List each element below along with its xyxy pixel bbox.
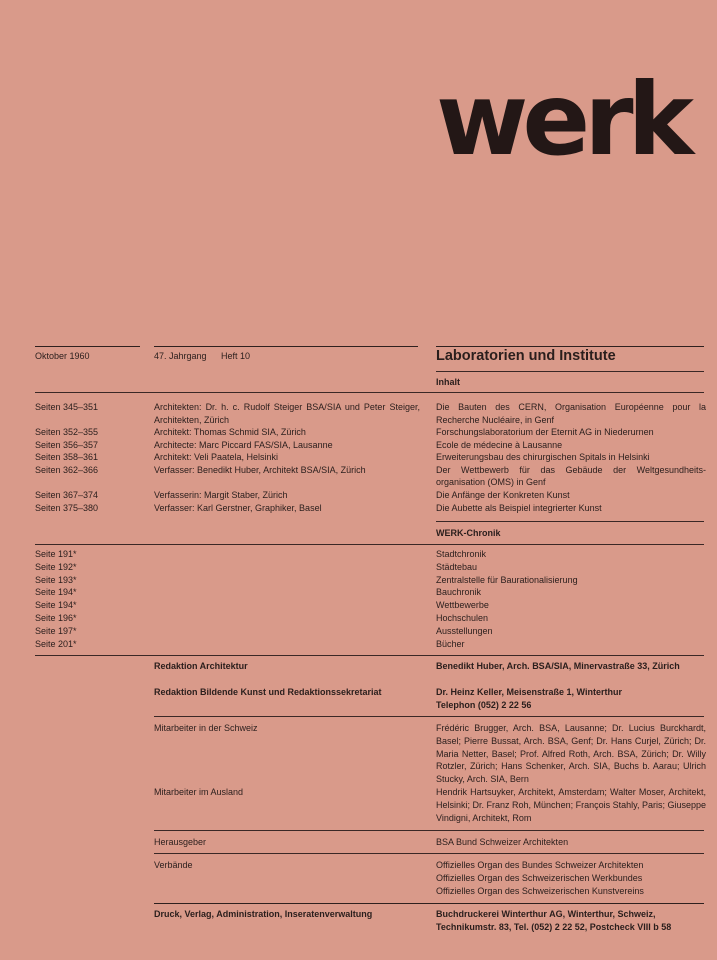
issue-title: Laboratorien und Institute bbox=[436, 348, 616, 364]
associations-list bbox=[436, 859, 644, 897]
article-title: Erweiterungsbau des chirurgischen Spitals in Helsinki bbox=[436, 452, 650, 462]
chronik-item: Hochschulen bbox=[436, 612, 489, 623]
chronik-pages bbox=[35, 548, 77, 650]
associations-label: Verbände bbox=[154, 860, 193, 870]
page-ref: Seiten 356–357 bbox=[35, 439, 99, 450]
contents-heading: Inhalt bbox=[436, 377, 460, 387]
article-title: Die Aubette als Beispiel integrierter Kunst bbox=[436, 502, 602, 513]
article-title: Der Wettbewerb für das Gebäude der Weltgesundheits-organisation (OMS) in Genf bbox=[436, 464, 706, 488]
chronik-page: Seite 197* bbox=[35, 625, 77, 636]
arch-editor-value: Benedikt Huber, Arch. BSA/SIA, Minervastraße 33, Zürich bbox=[436, 661, 680, 671]
volume: 47. Jahrgang bbox=[154, 351, 207, 361]
chronik-item: Zentralstelle für Baurationalisierung bbox=[436, 574, 578, 585]
printer-contact: Technikumstr. 83, Tel. (052) 2 22 52, Postcheck VIII b 58 bbox=[436, 921, 672, 932]
swiss-contributors: Frédéric Brugger, Arch. BSA, Lausanne; Dr. Lucius Burckhardt, Basel; Pierre Bussat, Arch. BSA, Genf; Dr. Hans Curjel, Zürich; Dr. Maria Netter, Basel; Prof. Alfred Roth, Arch. BSA, Zürich; Dr. Willy Rotzler, Zürich; Hans Schenker, Arch. SIA, Buchs b. Aarau; Ulrich Stucky, Arch. SIA, Bern bbox=[436, 723, 706, 785]
divider bbox=[35, 544, 704, 545]
divider bbox=[436, 521, 704, 522]
association-item: Offizielles Organ des Bundes Schweizer Architekten bbox=[436, 860, 644, 870]
chronik-page: Seite 196* bbox=[35, 612, 77, 623]
chronik-item: Wettbewerbe bbox=[436, 600, 489, 611]
art-editor-label: Redaktion Bildende Kunst und Redaktionssekretariat bbox=[154, 687, 382, 697]
swiss-contributors-label: Mitarbeiter in der Schweiz bbox=[154, 723, 258, 733]
page-ref: Seiten 362–366 bbox=[35, 464, 99, 475]
page-ref: Seiten 352–355 bbox=[35, 427, 99, 437]
article-title: Die Bauten des CERN, Organisation Européenne pour la Recherche Nucléaire, in Genf bbox=[436, 402, 706, 425]
publisher-label: Herausgeber bbox=[154, 837, 207, 847]
association-item: Offizielles Organ des Schweizerischen Werkbundes bbox=[436, 872, 643, 883]
arch-editor-label: Redaktion Architektur bbox=[154, 661, 248, 671]
chronik-page: Seite 193* bbox=[35, 574, 77, 585]
divider bbox=[154, 853, 704, 854]
article-title: Forschungslaboratorium der Eternit AG in Niederurnen bbox=[436, 427, 654, 437]
article-title: Ecole de médecine à Lausanne bbox=[436, 439, 563, 450]
association-item: Offizielles Organ des Schweizerischen Kunstvereins bbox=[436, 885, 644, 896]
divider bbox=[35, 392, 704, 393]
page-ref: Seiten 367–374 bbox=[35, 490, 99, 500]
chronik-items bbox=[436, 548, 578, 650]
chronik-page: Seite 201* bbox=[35, 638, 77, 649]
author-credit: Architekt: Veli Paatela, Helsinki bbox=[154, 452, 279, 462]
chronik-page: Seite 191* bbox=[35, 549, 77, 559]
chronik-page: Seite 194* bbox=[35, 587, 77, 598]
page-ref: Seiten 345–351 bbox=[35, 402, 99, 412]
divider bbox=[35, 655, 704, 656]
issue-number: Heft 10 bbox=[221, 351, 251, 361]
divider bbox=[154, 716, 704, 717]
divider bbox=[436, 371, 704, 372]
author-credit: Architekten: Dr. h. c. Rudolf Steiger BSA/SIA und Peter Steiger, Architekten, Zürich bbox=[154, 402, 420, 425]
author-credit: Architecte: Marc Piccard FAS/SIA, Lausanne bbox=[154, 439, 333, 450]
header-rule bbox=[154, 346, 418, 347]
author-credit: Verfasser: Karl Gerstner, Graphiker, Basel bbox=[154, 502, 322, 513]
art-editor-phone: Telephon (052) 2 22 56 bbox=[436, 699, 532, 710]
chronik-page: Seite 194* bbox=[35, 600, 77, 611]
author-credit: Verfasserin: Margit Staber, Zürich bbox=[154, 490, 288, 500]
page-ref: Seiten 358–361 bbox=[35, 452, 99, 462]
author-credit: Architekt: Thomas Schmid SIA, Zürich bbox=[154, 427, 306, 437]
chronik-item: Bauchronik bbox=[436, 587, 482, 598]
divider bbox=[154, 903, 704, 904]
printing-label: Druck, Verlag, Administration, Inseratenverwaltung bbox=[154, 909, 373, 919]
page-ref: Seiten 375–380 bbox=[35, 502, 99, 513]
chronik-item: Stadtchronik bbox=[436, 549, 487, 559]
article-title: Die Anfänge der Konkreten Kunst bbox=[436, 490, 570, 500]
art-editor-address: Dr. Heinz Keller, Meisenstraße 1, Winterthur bbox=[436, 687, 622, 697]
chronik-item: Ausstellungen bbox=[436, 625, 493, 636]
chronik-item: Bücher bbox=[436, 638, 465, 649]
header-rule bbox=[35, 346, 140, 347]
foreign-contributors: Hendrik Hartsuyker, Architekt, Amsterdam; Walter Moser, Architekt, Helsinki; Dr. Franz Roh, München; François Stahly, Paris; Giuseppe Vindigni, Architekt, Rom bbox=[436, 787, 706, 823]
issue-date: Oktober 1960 bbox=[35, 351, 90, 361]
publisher-value: BSA Bund Schweizer Architekten bbox=[436, 837, 569, 847]
chronik-page: Seite 192* bbox=[35, 561, 77, 572]
chronik-item: Städtebau bbox=[436, 561, 478, 572]
divider bbox=[154, 830, 704, 831]
werk-logo: werk bbox=[436, 61, 689, 178]
foreign-contributors-label: Mitarbeiter im Ausland bbox=[154, 787, 244, 797]
author-credit: Verfasser: Benedikt Huber, Architekt BSA/SIA, Zürich bbox=[154, 464, 366, 475]
printer-address: Buchdruckerei Winterthur AG, Winterthur, Schweiz, bbox=[436, 909, 656, 919]
chronik-heading: WERK-Chronik bbox=[436, 528, 501, 538]
